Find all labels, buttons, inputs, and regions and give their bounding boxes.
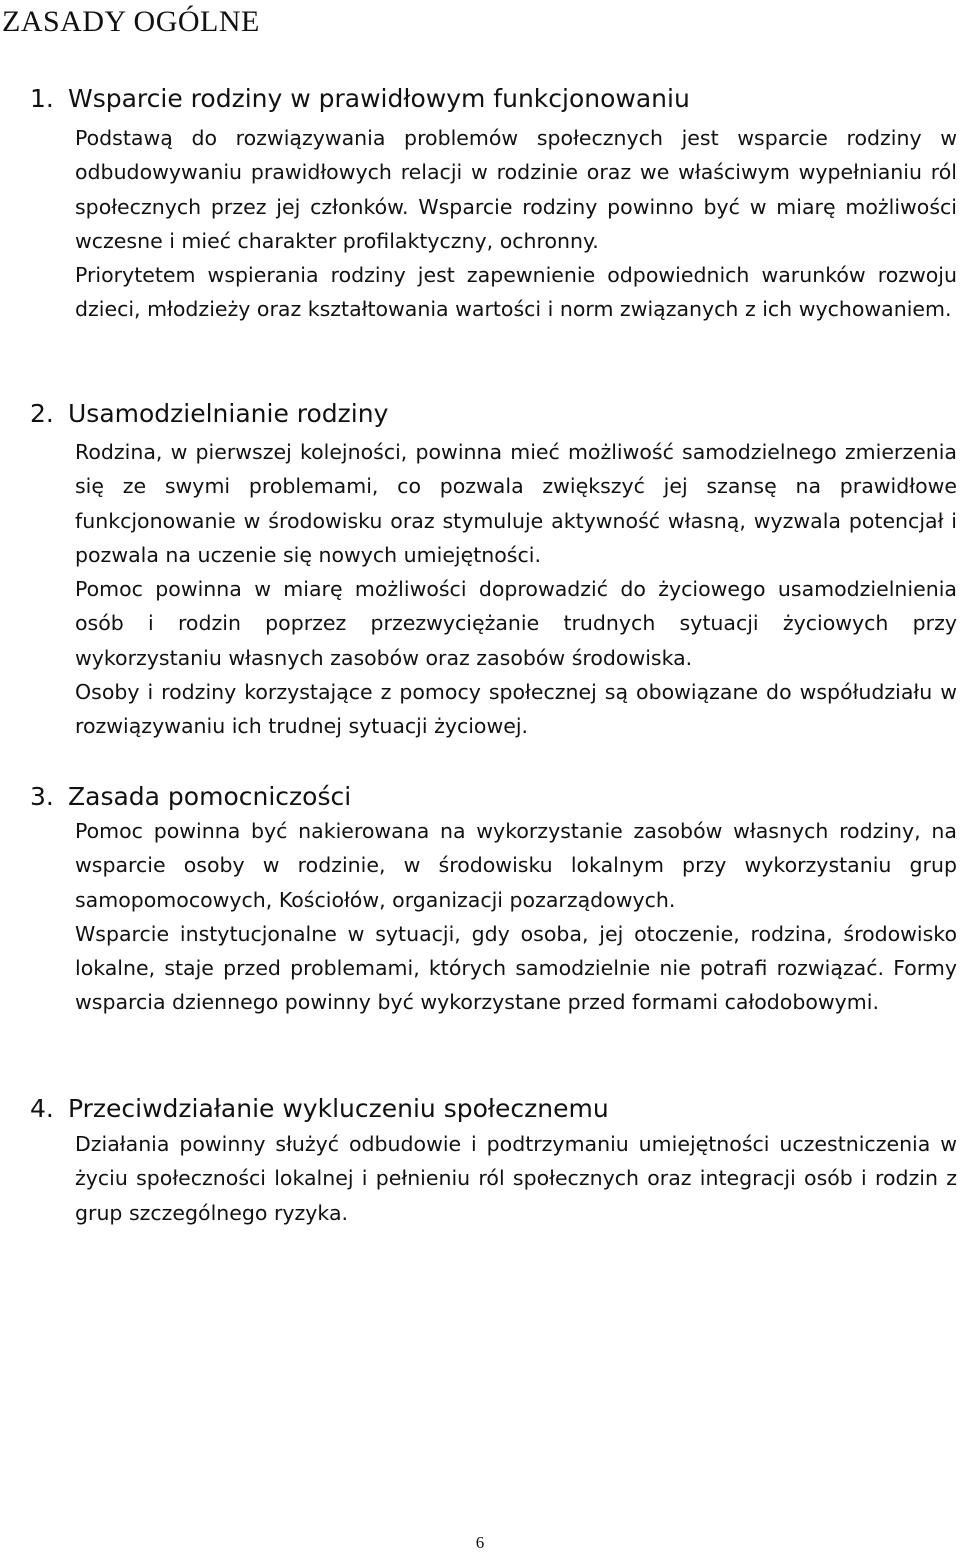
paragraph: Rodzina, w pierwszej kolejności, powinna mieć możliwość samodzielnego zmierzenia się ze swymi problemami, co pozwala zwiększyć jej szansę na prawidłowe funkcjonowanie w środowisku oraz stymuluje aktywność własną, wyzwala potencjał i pozwala na uczenie się nowych umiejętności. — [75, 440, 957, 567]
page-number: 6 — [475, 1533, 485, 1552]
section-number: 2. — [30, 399, 54, 428]
section-heading — [30, 1092, 609, 1126]
paragraph: Pomoc powinna być nakierowana na wykorzystanie zasobów własnych rodziny, na wsparcie osoby w rodzinie, w środowisku lokalnym przy wykorzystaniu grup samopomocowych, Kościołów, organizacji pozarządowych. — [75, 819, 957, 912]
paragraph: Wsparcie instytucjonalne w sytuacji, gdy osoba, jej otoczenie, rodzina, środowisko lokalne, staje przed problemami, których samodzielnie nie potrafi rozwiązać. Formy wsparcia dziennego powinny być wykorzystane przed formami całodobowymi. — [75, 921, 957, 1015]
paragraph: Priorytetem wspierania rodziny jest zapewnienie odpowiednich warunków rozwoju dzieci, młodzieży oraz kształtowania wartości i norm związanych z ich wychowaniem. — [75, 263, 957, 322]
section-title: Usamodzielnianie rodziny — [68, 399, 389, 428]
section-heading — [30, 82, 690, 116]
section-title: Wsparcie rodziny w prawidłowym funkcjonowaniu — [68, 84, 690, 113]
section-number: 3. — [30, 782, 54, 811]
paragraph: Działania powinny służyć odbudowie i podtrzymaniu umiejętności uczestniczenia w życiu społeczności lokalnej i pełnieniu ról społecznych oraz integracji osób i rodzin z grup szczególnego ryzyka. — [75, 1132, 957, 1225]
section-number: 1. — [30, 84, 54, 113]
section-heading — [30, 397, 388, 431]
section-title: Zasada pomocniczości — [68, 782, 352, 811]
section-body — [75, 121, 957, 327]
document-title: ZASADY OGÓLNE — [2, 5, 260, 38]
section-body — [75, 814, 957, 1020]
section-number: 4. — [30, 1094, 54, 1123]
section-body — [75, 435, 957, 744]
paragraph: Podstawą do rozwiązywania problemów społecznych jest wsparcie rodziny w odbudowywaniu prawidłowych relacji w rodzinie oraz we właściwym wypełnianiu ról społecznych przez jej członków. Wsparcie rodziny powinno być w miarę możliwości wczesne i mieć charakter profilaktyczny, ochronny. — [75, 126, 957, 253]
section-heading — [30, 780, 351, 814]
section-title: Przeciwdziałanie wykluczeniu społecznemu — [68, 1094, 609, 1123]
paragraph: Pomoc powinna w miarę możliwości doprowadzić do życiowego usamodzielnienia osób i rodzin poprzez przezwyciężanie trudnych sytuacji życiowych przy wykorzystaniu własnych zasobów oraz zasobów środowiska. — [75, 577, 957, 670]
section-body — [75, 1127, 957, 1230]
paragraph: Osoby i rodziny korzystające z pomocy społecznej są obowiązane do współudziału w rozwiązywaniu ich trudnej sytuacji życiowej. — [75, 680, 957, 739]
